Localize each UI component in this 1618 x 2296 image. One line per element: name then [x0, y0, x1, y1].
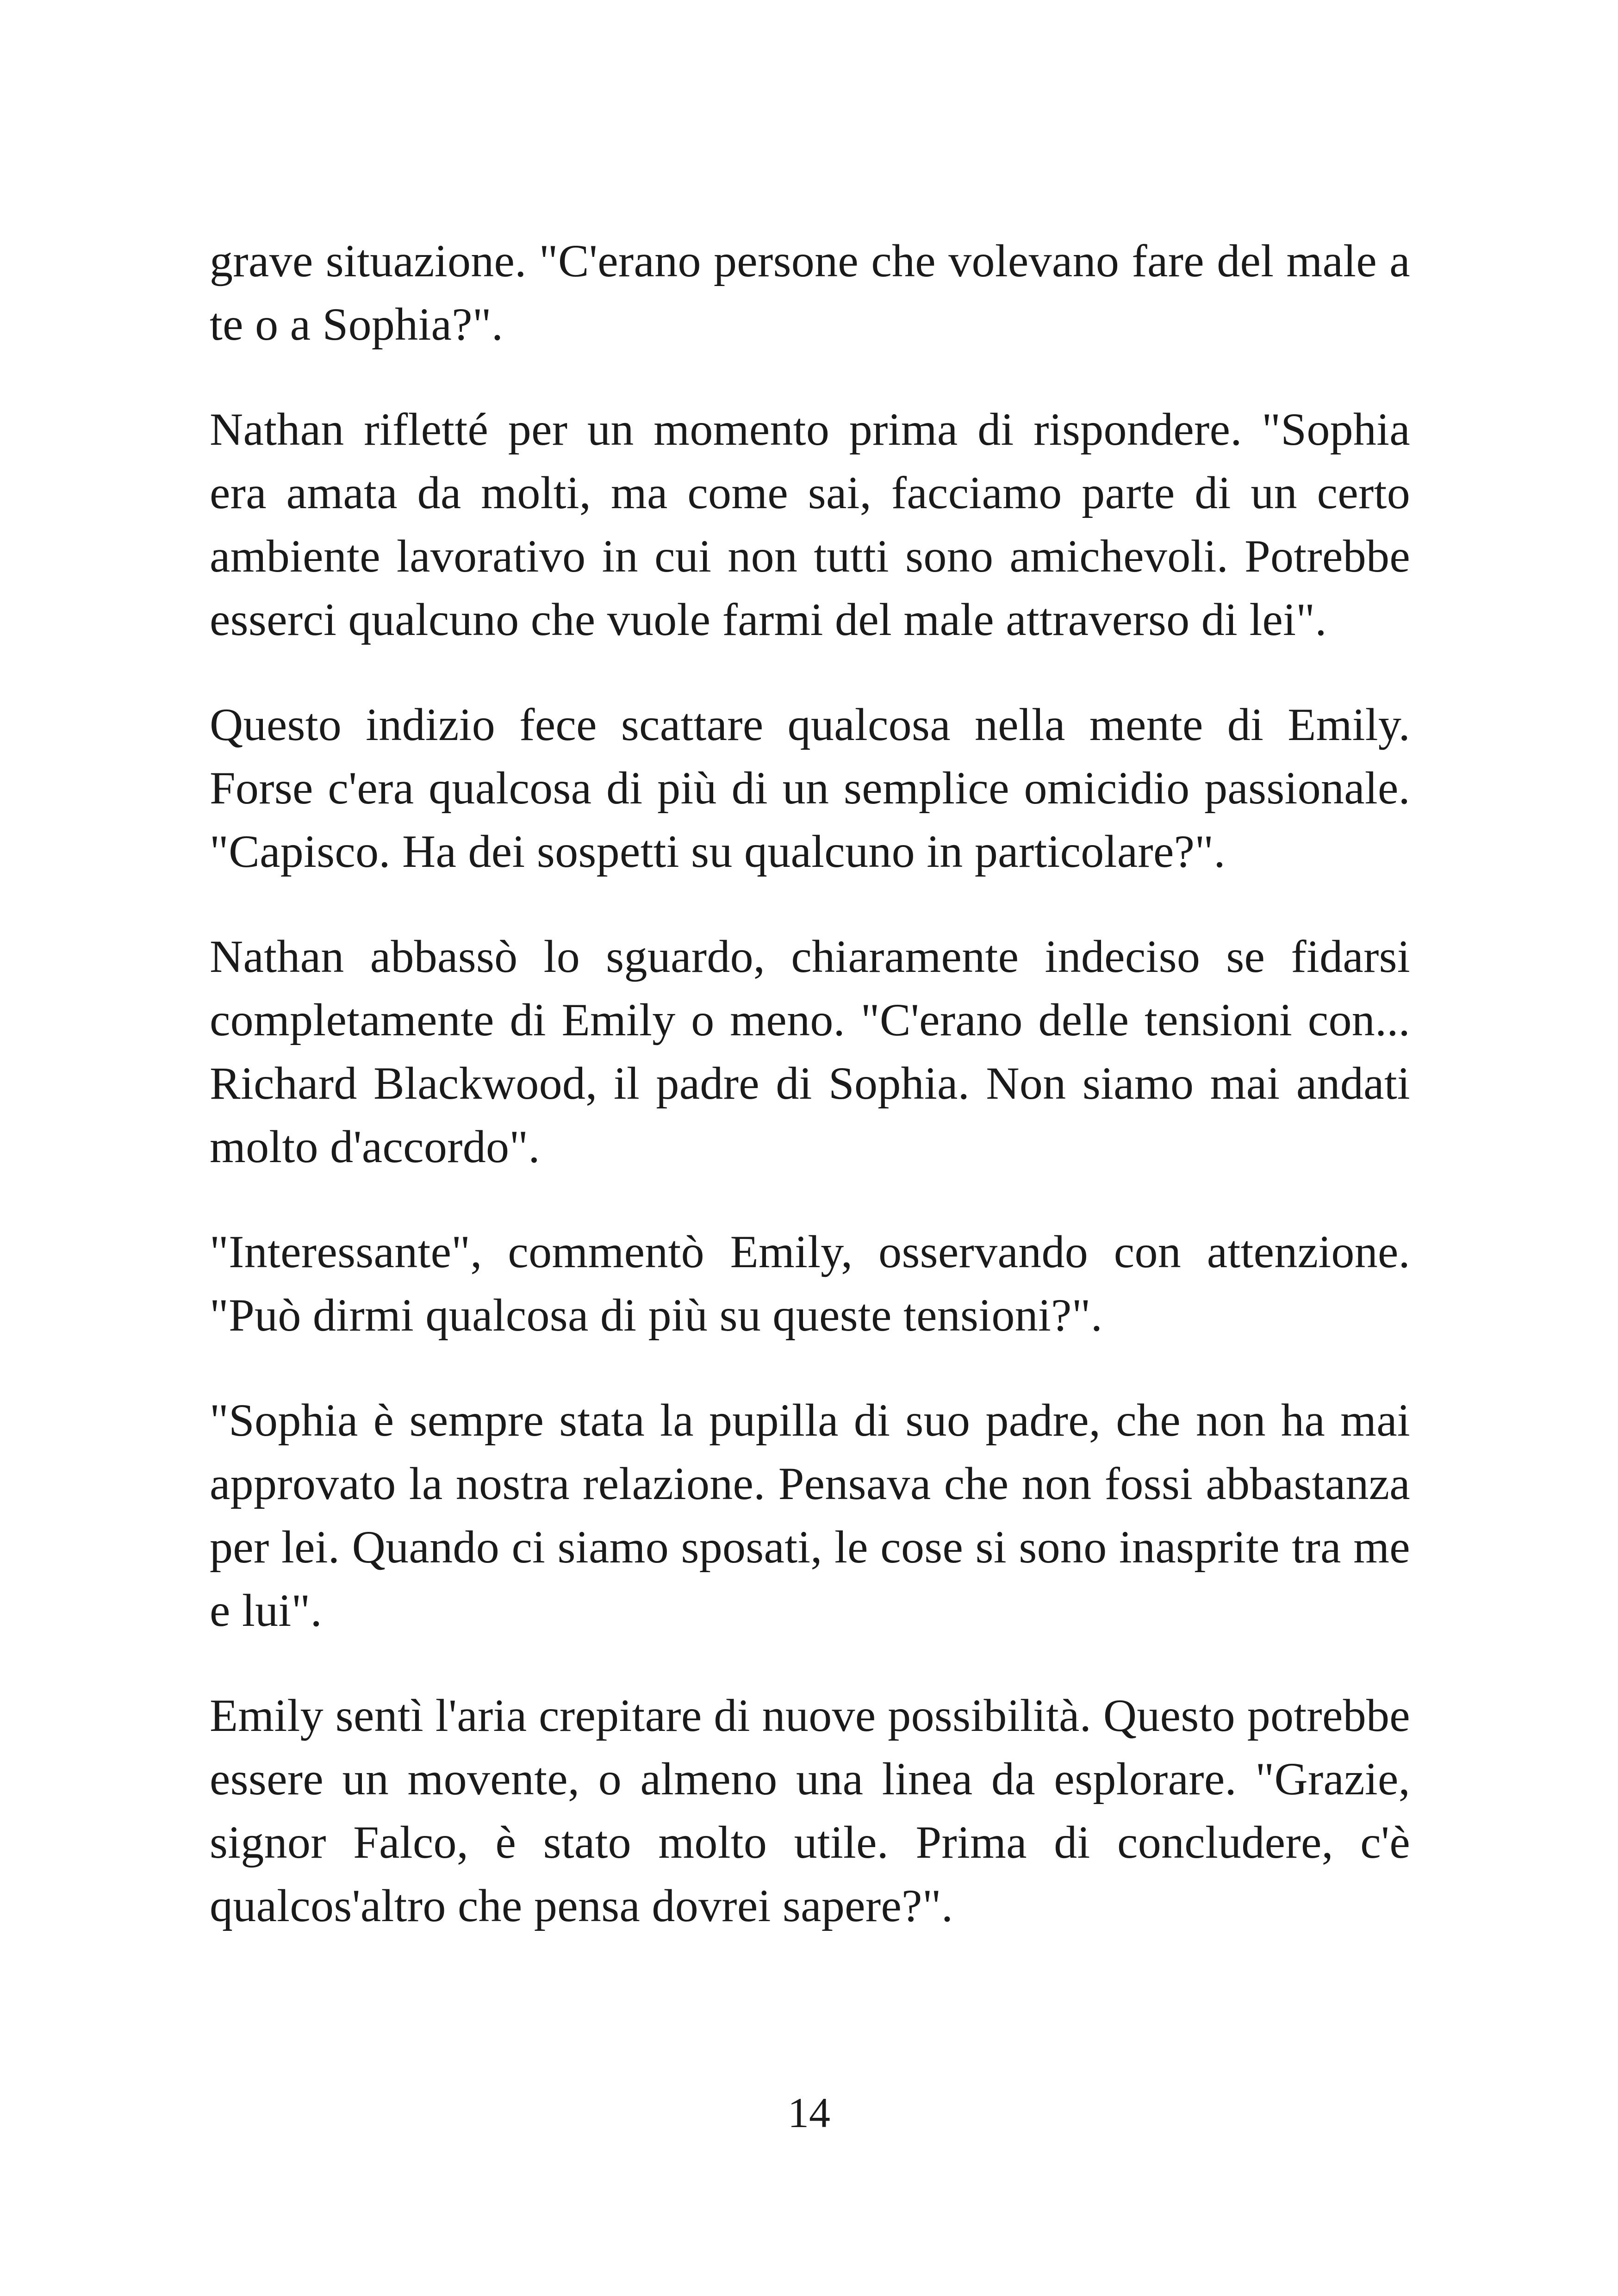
paragraph-6: "Sophia è sempre stata la pupilla di suo padre, che non ha mai approvato la nostra relazione. Pensava che non fossi abbastanza per lei. Quando ci siamo sposati, le cose si sono inasprite tra me e lui".: [210, 1394, 1410, 1636]
paragraph-3: Questo indizio fece scattare qualcosa nella mente di Emily. Forse c'era qualcosa di più di un semplice omicidio passionale. "Capisco. Ha dei sospetti su qualcuno in particolare?".: [210, 699, 1410, 877]
page-number: 14: [788, 2089, 830, 2136]
paragraph-5: "Interessante", commentò Emily, osservando con attenzione. "Può dirmi qualcosa di più su queste tensioni?".: [210, 1226, 1410, 1341]
paragraph-1: grave situazione. "C'erano persone che volevano fare del male a te o a Sophia?".: [210, 235, 1410, 350]
paragraph-7: Emily sentì l'aria crepitare di nuove possibilità. Questo potrebbe essere un movente, o almeno una linea da esplorare. "Grazie, signor Falco, è stato molto utile. Prima di concludere, c'è qualcos'altro che pensa dovrei sapere?".: [210, 1690, 1410, 1931]
page-body: [210, 229, 1410, 1979]
paragraph-2: Nathan rifletté per un momento prima di rispondere. "Sophia era amata da molti, ma come sai, facciamo parte di un certo ambiente lavorativo in cui non tutti sono amichevoli. Potrebbe esserci qualcuno che vuole farmi del male attraverso di lei".: [210, 404, 1410, 645]
paragraph-4: Nathan abbassò lo sguardo, chiaramente indeciso se fidarsi completamente di Emily o meno. "C'erano delle tensioni con... Richard Blackwood, il padre di Sophia. Non siamo mai andati molto d'accordo".: [210, 931, 1410, 1172]
